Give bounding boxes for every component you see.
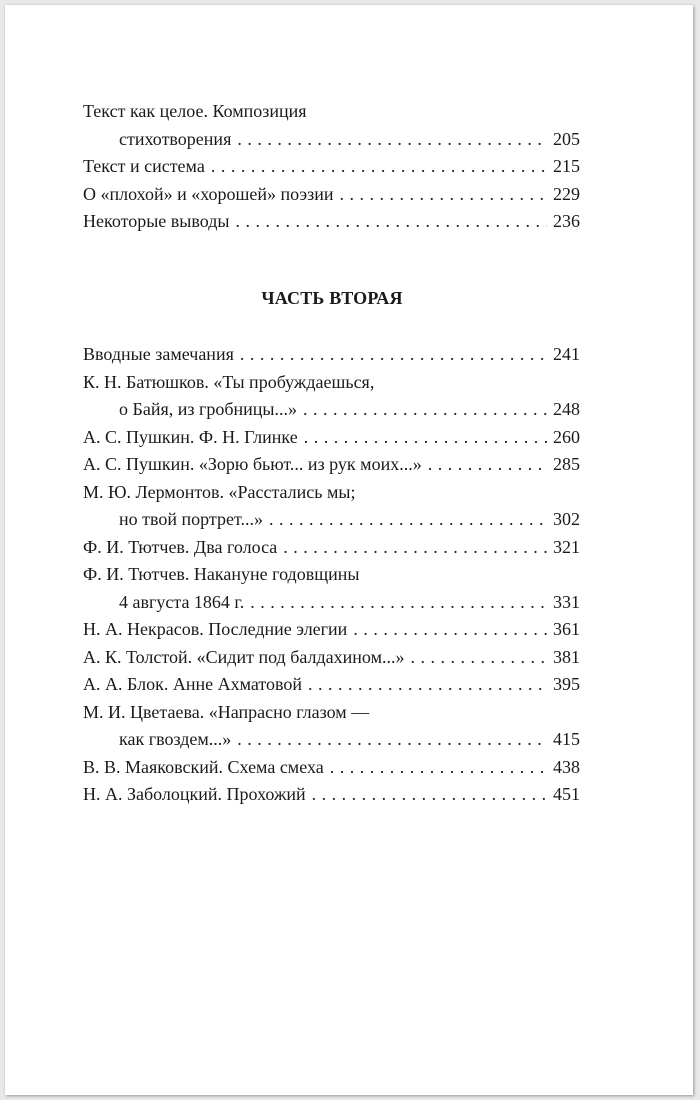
- toc-entry-line: [83, 561, 580, 589]
- toc-entry-title: Некоторые выводы: [83, 211, 230, 231]
- toc-entry-title: А. С. Пушкин. «Зорю бьют... из рук моих...»: [83, 454, 422, 474]
- toc-page-number: 260: [553, 426, 580, 447]
- toc-entry-title: но твой портрет...»: [119, 509, 263, 529]
- toc-page-number: 215: [553, 156, 580, 176]
- dot-leader: [428, 451, 547, 479]
- toc-entry: [83, 644, 580, 672]
- toc-page-number: 361: [553, 619, 580, 639]
- toc-page-number: 395: [553, 674, 580, 694]
- toc-entry: [83, 781, 580, 809]
- toc-entry: [83, 589, 580, 617]
- toc-entry-title: А. А. Блок. Анне Ахматовой: [83, 674, 303, 694]
- toc-page-number: 381: [553, 646, 580, 667]
- toc-entry-title: М. И. Цветаева. «Напрасно глазом —: [83, 701, 370, 722]
- toc-entry: [83, 534, 580, 562]
- toc-entry-title: Текст и система: [83, 156, 205, 176]
- toc-page-number: 331: [553, 591, 580, 612]
- toc-entry-line: [83, 98, 580, 126]
- toc-entry: [83, 506, 580, 534]
- part-two-heading: ЧАСТЬ ВТОРАЯ: [261, 288, 403, 308]
- dot-leader: [410, 644, 547, 672]
- dot-leader: [340, 181, 548, 209]
- dot-leader: [211, 153, 547, 181]
- toc-entry-title: О «плохой» и «хорошей» поэзии: [83, 183, 334, 204]
- toc-entry-title: Н. А. Заболоцкий. Прохожий: [83, 784, 306, 804]
- toc-entry-title: Ф. И. Тютчев. Два голоса: [83, 536, 278, 557]
- dot-leader: [240, 341, 547, 369]
- toc-entry-title: А. С. Пушкин. Ф. Н. Глинке: [83, 426, 298, 447]
- toc-page-number: 438: [553, 756, 580, 777]
- toc-entry: [83, 396, 580, 424]
- toc-entry-title: 4 августа 1864 г.: [119, 591, 245, 612]
- toc-entry-title: стихотворения: [119, 128, 232, 149]
- toc-entry-title: Вводные замечания: [83, 344, 234, 364]
- toc-page-number: 229: [553, 183, 580, 204]
- toc-part-two: [83, 341, 580, 809]
- toc-entry-title: Ф. И. Тютчев. Накануне годовщины: [83, 564, 360, 584]
- toc-entry: [83, 153, 580, 181]
- dot-leader: [353, 616, 547, 644]
- toc-entry-title: Текст как целое. Композиция: [83, 101, 307, 121]
- dot-leader: [237, 726, 547, 754]
- toc-entry: [83, 126, 580, 154]
- toc-entry: [83, 616, 580, 644]
- toc-entry-line: [83, 699, 580, 727]
- toc-page-number: 248: [553, 399, 580, 419]
- toc-page-number: 415: [553, 729, 580, 749]
- toc-page-number: 285: [553, 454, 580, 474]
- toc-page-number: 321: [553, 536, 580, 557]
- toc-page-number: 236: [553, 211, 580, 231]
- dot-leader: [269, 506, 547, 534]
- toc-page-number: 205: [553, 128, 580, 149]
- dot-leader: [237, 126, 547, 154]
- toc-entry: [83, 671, 580, 699]
- toc-entry-title: К. Н. Батюшков. «Ты пробуждаешься,: [83, 371, 375, 392]
- dot-leader: [304, 424, 547, 452]
- dot-leader: [283, 534, 547, 562]
- dot-leader: [330, 754, 547, 782]
- toc-entry-title: М. Ю. Лермонтов. «Расстались мы;: [83, 481, 356, 502]
- toc-entry: [83, 424, 580, 452]
- toc-entry: [83, 726, 580, 754]
- document-page: [5, 5, 693, 1095]
- toc-entry: [83, 341, 580, 369]
- toc-entry: [83, 754, 580, 782]
- dot-leader: [308, 671, 547, 699]
- dot-leader: [303, 396, 547, 424]
- toc-entry-title: о Байя, из гробницы...»: [119, 399, 298, 419]
- dot-leader: [236, 208, 548, 236]
- toc-entry: [83, 208, 580, 236]
- toc-entry-title: В. В. Маяковский. Схема смеха: [83, 756, 324, 777]
- toc-entry-title: Н. А. Некрасов. Последние элегии: [83, 619, 348, 639]
- toc-page-number: 302: [553, 509, 580, 529]
- toc-page-number: 241: [553, 344, 580, 364]
- toc-entry-title: как гвоздем...»: [119, 729, 232, 749]
- dot-leader: [312, 781, 547, 809]
- dot-leader: [250, 589, 547, 617]
- toc-entry-line: [83, 369, 580, 397]
- toc-entry-line: [83, 479, 580, 507]
- toc-entry-title: А. К. Толстой. «Сидит под балдахином...»: [83, 646, 405, 667]
- toc-entry: [83, 181, 580, 209]
- toc-page-number: 451: [553, 784, 580, 804]
- toc-part-one: [83, 98, 580, 236]
- toc-entry: [83, 451, 580, 479]
